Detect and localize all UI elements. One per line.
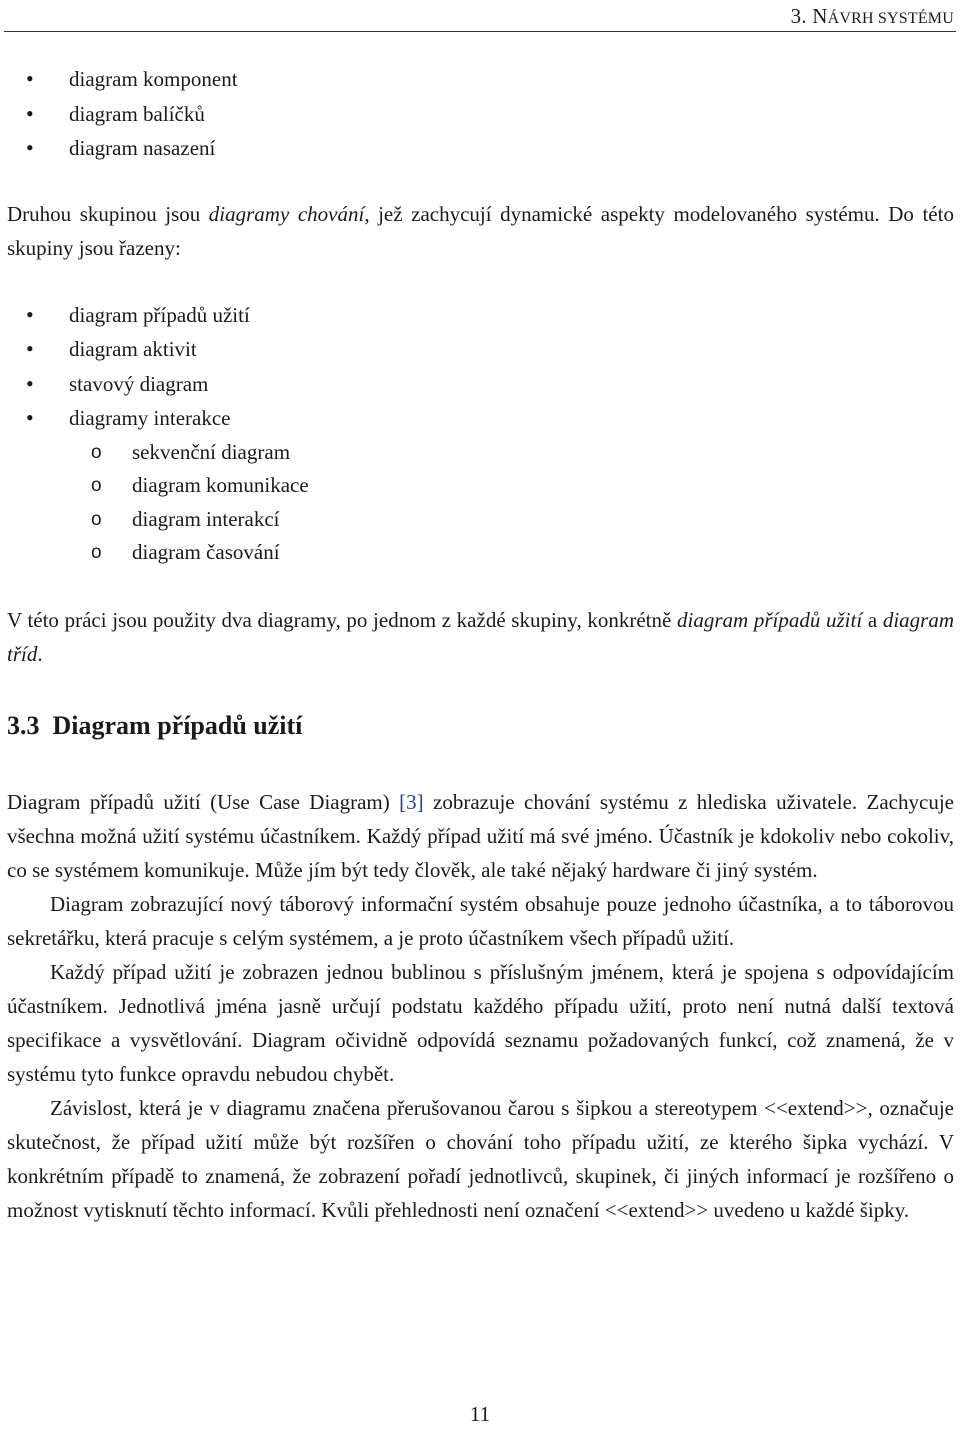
sublist-item: o diagram interakcí — [7, 503, 954, 537]
sublist-item: o diagram časování — [7, 536, 954, 570]
paragraph-camp-system-actor: Diagram zobrazující nový táborový informační systém obsahuje pouze jednoho účastníka, a to táborovou sekretářku, která pracuje s celým systémem, a je proto účastníkem všech případů užití. — [7, 891, 954, 950]
paragraph-behavior-intro: Druhou skupinou jsou diagramy chování, jež zachycují dynamické aspekty modelovaného systému. Do této skupiny jsou řazeny: — [7, 201, 954, 260]
interaction-diagram-sublist — [7, 436, 954, 570]
citation-link[interactable]: [3] — [399, 789, 424, 814]
header-rule — [4, 31, 956, 32]
structure-diagram-list — [7, 62, 954, 166]
list-item: • diagram případů užití — [7, 298, 954, 333]
paragraph-extend-dependency: Závislost, která je v diagramu značena přerušovanou čarou s šipkou a stereotypem <<extend>>, označuje skutečnost, že případ užití může být rozšířen o chování toho případu užití, ze kterého šipka vychází. V konkrétním případě to znamená, že zobrazení pořadí jednotlivců, skupinek, či jiných informací je rozšířeno o možnost vytisknutí těchto informací. Kvůli přehlednosti není označení <<extend>> uvedeno u každé šipky. — [7, 1095, 954, 1222]
running-header: 3. NÁVRH SYSTÉMU — [790, 4, 954, 28]
sublist-item: o sekvenční diagram — [7, 436, 954, 470]
sublist-item: o diagram komunikace — [7, 469, 954, 503]
page-content — [7, 62, 954, 1227]
paragraph-use-case-bubbles: Každý případ užití je zobrazen jednou bublinou s příslušným jménem, která je spojena s odpovídajícím účastníkem. Jednotlivá jména jasně určují podstatu každého případu užití, proto není nutná další textová specifikace a vysvětlování. Diagram očividně odpovídá seznamu požadovaných funkcí, což znamená, že v systému tyto funkce opravdu nebudou chybět. — [7, 959, 954, 1086]
list-item: • diagram balíčků — [7, 97, 954, 132]
list-item: • diagramy interakce — [7, 401, 954, 436]
list-item: • stavový diagram — [7, 367, 954, 402]
section-heading: 3.3 Diagram případů užití — [7, 710, 303, 740]
paragraph-use-case-definition: Diagram případů užití (Use Case Diagram) [3] zobrazuje chování systému z hlediska uživatele. Zachycuje všechna možná užití systému účastníkem. Každý případ užití má své jméno. Účastník je kdokoliv nebo cokoliv, co se systémem komunikuje. Může jím být tedy člověk, ale také nějaký hardware či jiný systém. — [7, 789, 954, 882]
behavior-diagram-list — [7, 298, 954, 436]
paragraph-used-diagrams: V této práci jsou použity dva diagramy, po jednom z každé skupiny, konkrétně diagram případů užití a diagram tříd. — [7, 607, 955, 666]
list-item: • diagram aktivit — [7, 332, 954, 367]
list-item: • diagram komponent — [7, 62, 954, 97]
page-number: 11 — [469, 1402, 491, 1426]
list-item: • diagram nasazení — [7, 131, 954, 166]
